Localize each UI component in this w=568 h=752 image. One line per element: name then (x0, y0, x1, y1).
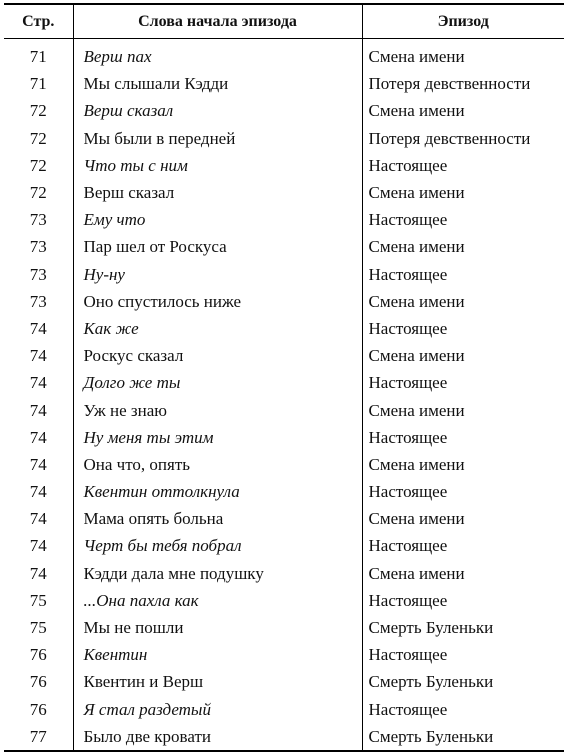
episode-words-cell: Ну меня ты этим (73, 424, 362, 451)
table-row (4, 125, 564, 152)
page-number-cell: 73 (29, 291, 47, 311)
page-number-cell: 74 (29, 346, 47, 366)
header-row (4, 4, 564, 39)
page-number-cell: 71 (29, 47, 47, 67)
episode-words-cell: Что ты с ним (73, 152, 362, 179)
episode-name-cell: Настоящее (362, 696, 564, 723)
episode-name-cell: Настоящее (362, 369, 564, 396)
episode-words-cell: Пар шел от Роскуса (73, 233, 362, 260)
episode-name-cell: Настоящее (362, 587, 564, 614)
episode-name-cell: Настоящее (362, 315, 564, 342)
table-row (4, 179, 564, 206)
episode-words-cell: Квентин и Верш (73, 668, 362, 695)
episode-name-cell: Смена имени (362, 179, 564, 206)
episode-words-cell: Ему что (73, 206, 362, 233)
episode-name-cell: Потеря девственности (362, 125, 564, 152)
episodes-table (4, 3, 564, 752)
page-number-cell: 74 (29, 373, 47, 393)
page-number-cell: 74 (29, 400, 47, 420)
page-number-cell: 75 (29, 618, 47, 638)
episode-name-cell: Смена имени (362, 451, 564, 478)
page-number-cell: 74 (29, 454, 47, 474)
page-number-cell: 72 (29, 155, 47, 175)
episode-name-cell: Смена имени (362, 233, 564, 260)
episode-name-cell: Настоящее (362, 478, 564, 505)
episode-words-cell: Оно спустилось ниже (73, 288, 362, 315)
episode-words-cell: Квентин (73, 641, 362, 668)
header-words: Слова начала эпизода (73, 4, 362, 39)
table-row (4, 233, 564, 260)
page-number-cell: 71 (29, 74, 47, 94)
table-row (4, 532, 564, 559)
episode-name-cell: Смена имени (362, 39, 564, 71)
episode-words-cell: Мама опять больна (73, 505, 362, 532)
table-row (4, 97, 564, 124)
episode-name-cell: Настоящее (362, 641, 564, 668)
table-row (4, 668, 564, 695)
episode-words-cell: Роскус сказал (73, 342, 362, 369)
table-row (4, 261, 564, 288)
episode-words-cell: Мы не пошли (73, 614, 362, 641)
table-row (4, 696, 564, 723)
table-row (4, 288, 564, 315)
page-number-cell: 73 (29, 237, 47, 257)
episode-name-cell: Смена имени (362, 288, 564, 315)
episode-name-cell: Настоящее (362, 424, 564, 451)
table-row (4, 424, 564, 451)
page-number-cell: 75 (29, 590, 47, 610)
episode-words-cell: Ну-ну (73, 261, 362, 288)
episode-name-cell: Настоящее (362, 532, 564, 559)
episode-words-cell: Как же (73, 315, 362, 342)
table-row (4, 505, 564, 532)
page-number-cell: 74 (29, 427, 47, 447)
table-row (4, 641, 564, 668)
episode-name-cell: Настоящее (362, 152, 564, 179)
table-row (4, 478, 564, 505)
page-number-cell: 76 (29, 672, 47, 692)
episode-words-cell: Я стал раздетый (73, 696, 362, 723)
table-row (4, 315, 564, 342)
page-number-cell: 74 (29, 318, 47, 338)
episode-words-cell: Мы были в передней (73, 125, 362, 152)
page-number-cell: 72 (29, 101, 47, 121)
table-row (4, 70, 564, 97)
table-row (4, 152, 564, 179)
header-episode: Эпизод (362, 4, 564, 39)
episode-name-cell: Смена имени (362, 342, 564, 369)
page-number-cell: 72 (29, 183, 47, 203)
page-number-cell: 73 (29, 264, 47, 284)
page-number-cell: 77 (29, 726, 47, 746)
page-number-cell: 76 (29, 699, 47, 719)
table-row (4, 369, 564, 396)
episode-words-cell: ...Она пахла как (73, 587, 362, 614)
episode-name-cell: Смена имени (362, 505, 564, 532)
episode-name-cell: Смена имени (362, 560, 564, 587)
episode-words-cell: Мы слышали Кэдди (73, 70, 362, 97)
episode-words-cell: Уж не знаю (73, 396, 362, 423)
page-number-cell: 74 (29, 563, 47, 583)
table-row (4, 560, 564, 587)
header-page: Стр. (4, 4, 73, 39)
episode-words-cell: Верш сказал (73, 179, 362, 206)
page-number-cell: 72 (29, 128, 47, 148)
table-row (4, 451, 564, 478)
table-body (4, 39, 564, 751)
table-row (4, 206, 564, 233)
table-row (4, 396, 564, 423)
page-number-cell: 76 (29, 645, 47, 665)
episode-name-cell: Смена имени (362, 97, 564, 124)
episode-name-cell: Смерть Буленьки (362, 668, 564, 695)
table-row (4, 39, 564, 71)
episode-words-cell: Верш сказал (73, 97, 362, 124)
episode-words-cell: Было две кровати (73, 723, 362, 751)
episode-words-cell: Кэдди дала мне подушку (73, 560, 362, 587)
table-row (4, 614, 564, 641)
table-row (4, 723, 564, 751)
page-number-cell: 74 (29, 482, 47, 502)
episode-words-cell: Верш пах (73, 39, 362, 71)
episode-words-cell: Квентин оттолкнула (73, 478, 362, 505)
page-number-cell: 73 (29, 210, 47, 230)
episode-words-cell: Черт бы тебя побрал (73, 532, 362, 559)
episode-name-cell: Потеря девственности (362, 70, 564, 97)
episode-name-cell: Настоящее (362, 261, 564, 288)
episode-name-cell: Смерть Буленьки (362, 723, 564, 751)
table-row (4, 342, 564, 369)
table-header (4, 4, 564, 39)
table-row (4, 587, 564, 614)
episode-name-cell: Смерть Буленьки (362, 614, 564, 641)
episode-name-cell: Смена имени (362, 396, 564, 423)
episode-name-cell: Настоящее (362, 206, 564, 233)
page-number-cell: 74 (29, 536, 47, 556)
episode-words-cell: Она что, опять (73, 451, 362, 478)
page-number-cell: 74 (29, 509, 47, 529)
episode-words-cell: Долго же ты (73, 369, 362, 396)
